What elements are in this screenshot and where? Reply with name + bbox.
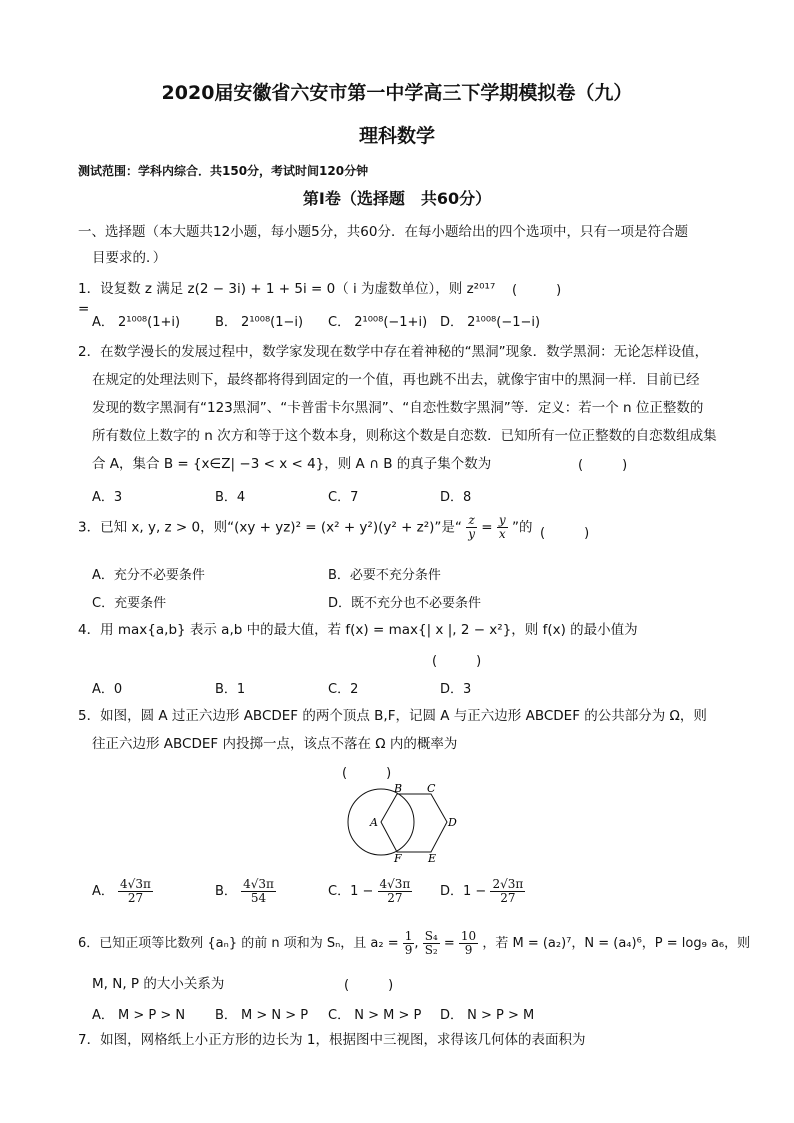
q7-stem: 7．如图，网格纸上小正方形的边长为 1，根据图中三视图，求得该几何体的表面积为	[78, 1032, 586, 1048]
q4-option-a: A．0	[92, 682, 123, 697]
q3-option-d: D．既不充分也不必要条件	[328, 596, 482, 611]
q4-option-c: C．2	[328, 682, 359, 697]
q6-stem-row: 6．已知正项等比数列 {aₙ} 的前 n 项和为 Sₙ，且 a₂ = $\frac{1}{9}$ , $\frac{\text{S₄}}{\text{S₂}}$ = $\frac{10}{9}$ ，若 M = (a₂)⁷，N = (a₄)⁶，P = log₉ a₆，则	[78, 929, 751, 957]
q3-stem: 3．已知 x, y, z > 0，则“(xy + yz)² = (x² + y²)(y² + z²)”是“	[78, 519, 462, 536]
label-f: F	[394, 852, 402, 865]
q2-option-a: A．3	[92, 490, 123, 505]
label-e: E	[428, 852, 437, 865]
q1-option-d: D． 2¹⁰⁰⁸(−1−i)	[440, 315, 541, 330]
q2-line-1: 2．在数学漫长的发展过程中，数学家发现在数学中存在着神秘的“黑洞”现象．数学黑洞：无论怎样设值，	[78, 344, 709, 360]
test-range: 测试范围：学科内综合．共150分，考试时间120分钟	[78, 164, 369, 178]
q5-answer-paren: ( )	[342, 766, 392, 781]
q6-option-c: C． N > M > P	[328, 1008, 422, 1023]
q5-option-c: C．1 − $\frac{4√3\pi}{27}$	[328, 877, 411, 905]
q6-stem-part-2: ，若 M = (a₂)⁷，N = (a₄)⁶，P = log₉ a₆，则	[482, 936, 751, 951]
q5-line-2: 往正六边形 ABCDEF 内投掷一点，该点不落在 Ω 内的概率为	[92, 736, 458, 752]
label-b: B	[394, 782, 403, 795]
q2-option-d: D．8	[440, 490, 472, 505]
q2-line-3: 发现的数字黑洞有“123黑洞”、“卡普雷卡尔黑洞”、“自恋性数字黑洞”等．定义：若一个 n 位正整数的	[92, 400, 704, 416]
q3-option-c: C．充要条件	[92, 596, 167, 611]
q2-line-4: 所有数位上数字的 n 次方和等于这个数本身，则称这个数是自恋数．已知所有一位正整数的自恋数组成集	[92, 428, 717, 444]
q3-answer-paren: ( )	[540, 526, 590, 541]
q3-fraction-y-over-x: $\frac{y}{x}$	[498, 513, 506, 541]
q2-line-5: 合 A，集合 B = {x∈Z| −3 < x < 4}，则 A ∩ B 的真子集个数为	[92, 456, 492, 472]
q5-line-1: 5．如图，圆 A 过正六边形 ABCDEF 的两个顶点 B,F，记圆 A 与正六边形 ABCDEF 的公共部分为 Ω，则	[78, 708, 707, 724]
q6-line-2: M, N, P 的大小关系为	[92, 976, 225, 992]
exam-subtitle: 理科数学	[358, 125, 435, 147]
q5-option-b: B． $\frac{4√3\pi}{54}$	[215, 877, 274, 905]
q5-option-a: A． $\frac{4√3\pi}{27}$	[92, 877, 151, 905]
q6-option-b: B． M > N > P	[215, 1008, 309, 1023]
exam-title: 2020届安徽省六安市第一中学高三下学期模拟卷（九）	[161, 82, 633, 104]
q2-option-b: B．4	[215, 490, 246, 505]
q2-answer-paren: ( )	[578, 458, 628, 473]
intro-line-2: 目要求的．）	[92, 250, 167, 266]
q2-option-c: C．7	[328, 490, 359, 505]
q1-option-b: B． 2¹⁰⁰⁸(1−i)	[215, 315, 304, 330]
label-a: A	[370, 816, 378, 829]
q3-stem-row: 3．已知 x, y, z > 0，则“(xy + yz)² = (x² + y²)(y² + z²)”是“ $\frac{z}{y}$ = $\frac{y}{x}$ ”的	[78, 513, 533, 541]
q6-stem-part-1: 6．已知正项等比数列 {aₙ} 的前 n 项和为 Sₙ，且 a₂ =	[78, 936, 399, 951]
q3-fraction-z-over-y: $\frac{z}{y}$	[468, 513, 475, 541]
intro-line-1: 一、选择题（本大题共12小题，每小题5分，共60分．在每小题给出的四个选项中，只有一项是符合题	[78, 224, 688, 240]
q6-option-a: A． M > P > N	[92, 1008, 186, 1023]
q3-option-b: B．必要不充分条件	[328, 568, 441, 583]
q4-answer-paren: ( )	[432, 654, 482, 669]
part-heading: 第Ⅰ卷（选择题 共60分）	[302, 189, 492, 208]
q4-stem: 4．用 max{a,b} 表示 a,b 中的最大值，若 f(x) = max{| x |, 2 − x²}，则 f(x) 的最小值为	[78, 622, 638, 638]
q1-option-c: C． 2¹⁰⁰⁸(−1+i)	[328, 315, 428, 330]
q4-option-b: B．1	[215, 682, 246, 697]
label-c: C	[427, 782, 436, 795]
q5-hexagon-circle-figure	[340, 782, 470, 868]
q4-option-d: D．3	[440, 682, 472, 697]
q1-option-a: A． 2¹⁰⁰⁸(1+i)	[92, 315, 181, 330]
q6-answer-paren: ( )	[344, 978, 394, 993]
label-d: D	[448, 816, 457, 829]
q3-option-a: A．充分不必要条件	[92, 568, 205, 583]
q5-option-d: D．1 − $\frac{2√3\pi}{27}$	[440, 877, 524, 905]
q1-answer-paren: ( )	[512, 283, 562, 298]
q2-line-2: 在规定的处理法则下，最终都将得到固定的一个值，再也跳不出去，就像宇宙中的黑洞一样．目前已经	[92, 372, 700, 388]
q6-option-d: D． N > P > M	[440, 1008, 535, 1023]
q1-stem: 1．设复数 z 满足 z(2 − 3i) + 1 + 5i = 0（ i 为虚数单位），则 z²⁰¹⁷ =	[78, 281, 496, 317]
